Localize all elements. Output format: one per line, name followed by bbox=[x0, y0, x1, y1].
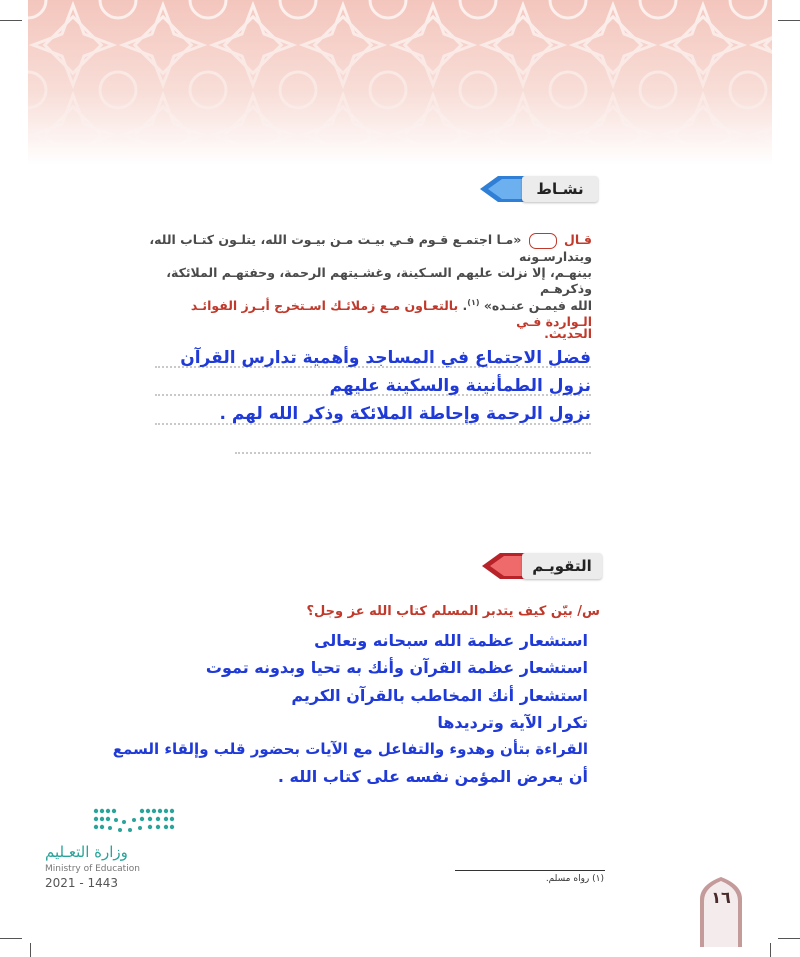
evaluation-answer[interactable]: تكرار الآية وترديدها bbox=[437, 713, 588, 732]
crop-mark bbox=[30, 943, 31, 957]
geometric-pattern-icon bbox=[28, 0, 772, 165]
footnote-mark: (١) bbox=[467, 298, 480, 307]
crop-mark bbox=[778, 938, 800, 939]
hadith-line-3: الله فيمـن عنـده» $^{(١)}$. بالتعـاون مـع زملائـك اسـتخرج أبـرز الفوائـد الـواردة فـي bbox=[190, 298, 592, 330]
evaluation-label: التقويـم bbox=[522, 553, 602, 579]
crop-mark bbox=[778, 20, 800, 21]
activity-instruction: بالتعـاون مـع زملائـك اسـتخرج أبـرز الفوائـد الـواردة فـي bbox=[190, 298, 592, 330]
activity-answer[interactable]: نزول الرحمة وإحاطة الملائكة وذكر الله لهم . bbox=[219, 404, 591, 424]
evaluation-answer[interactable]: استشعار عظمة القرآن وأنك به تحيا وبدونه تموت bbox=[205, 658, 588, 677]
activity-answer[interactable]: فضل الاجتماع في المساجد وأهمية تدارس القرآن bbox=[180, 348, 591, 368]
hadith-line-1 bbox=[142, 232, 592, 265]
ministry-name-en: Ministry of Education bbox=[45, 864, 140, 874]
hadith-line-2 bbox=[142, 265, 592, 297]
activity-label: نشـاط bbox=[522, 176, 598, 202]
page-number: ١٦ bbox=[711, 888, 731, 907]
evaluation-answer[interactable]: القراءة بتأن وهدوء والتفاعل مع الآيات بحضور قلب وإلقاء السمع bbox=[112, 740, 588, 758]
evaluation-answer[interactable]: استشعار أنك المخاطب بالقرآن الكريم bbox=[291, 686, 588, 705]
hadith-line-4 bbox=[142, 326, 592, 342]
answer-line bbox=[235, 452, 591, 454]
footnote-divider bbox=[455, 870, 605, 871]
crop-mark bbox=[0, 938, 22, 939]
ministry-logo-icon bbox=[90, 806, 180, 836]
hadith-text-1: «مـا اجتمـع قـوم فـي بيـت مـن بيـوت الله، يتلـون كتـاب الله، ويتدارسـونه bbox=[149, 232, 592, 264]
hadith-text-3: الله فيمـن عنـده» bbox=[483, 298, 592, 314]
evaluation-answer[interactable]: أن يعرض المؤمن نفسه على كتاب الله . bbox=[277, 767, 588, 786]
prophet-salutation-icon bbox=[529, 233, 557, 249]
hadith-intro: قـال bbox=[564, 232, 592, 247]
activity-answer[interactable]: نزول الطمأنينة والسكينة عليهم bbox=[329, 376, 591, 396]
crop-mark bbox=[770, 943, 771, 957]
footnote-text: (١) رواه مسلم. bbox=[545, 874, 604, 884]
evaluation-answer[interactable]: استشعار عظمة الله سبحانه وتعالى bbox=[314, 631, 588, 650]
activity-instruction-end: الحديث. bbox=[544, 326, 592, 341]
evaluation-question: س/ بيّن كيف يتدبر المسلم كتاب الله عز وجل؟ bbox=[306, 604, 600, 619]
ministry-name-ar: وزارة التعـليم bbox=[45, 843, 128, 861]
crop-mark bbox=[0, 20, 22, 21]
ministry-years: 2021 - 1443 bbox=[45, 876, 119, 890]
hadith-text-2: بينهـم، إلا نزلت عليهم السـكينة، وغشـيتهم الرحمة، وحفتهـم الملائكة، وذكرهـم bbox=[166, 265, 592, 296]
header-pattern bbox=[28, 0, 772, 165]
